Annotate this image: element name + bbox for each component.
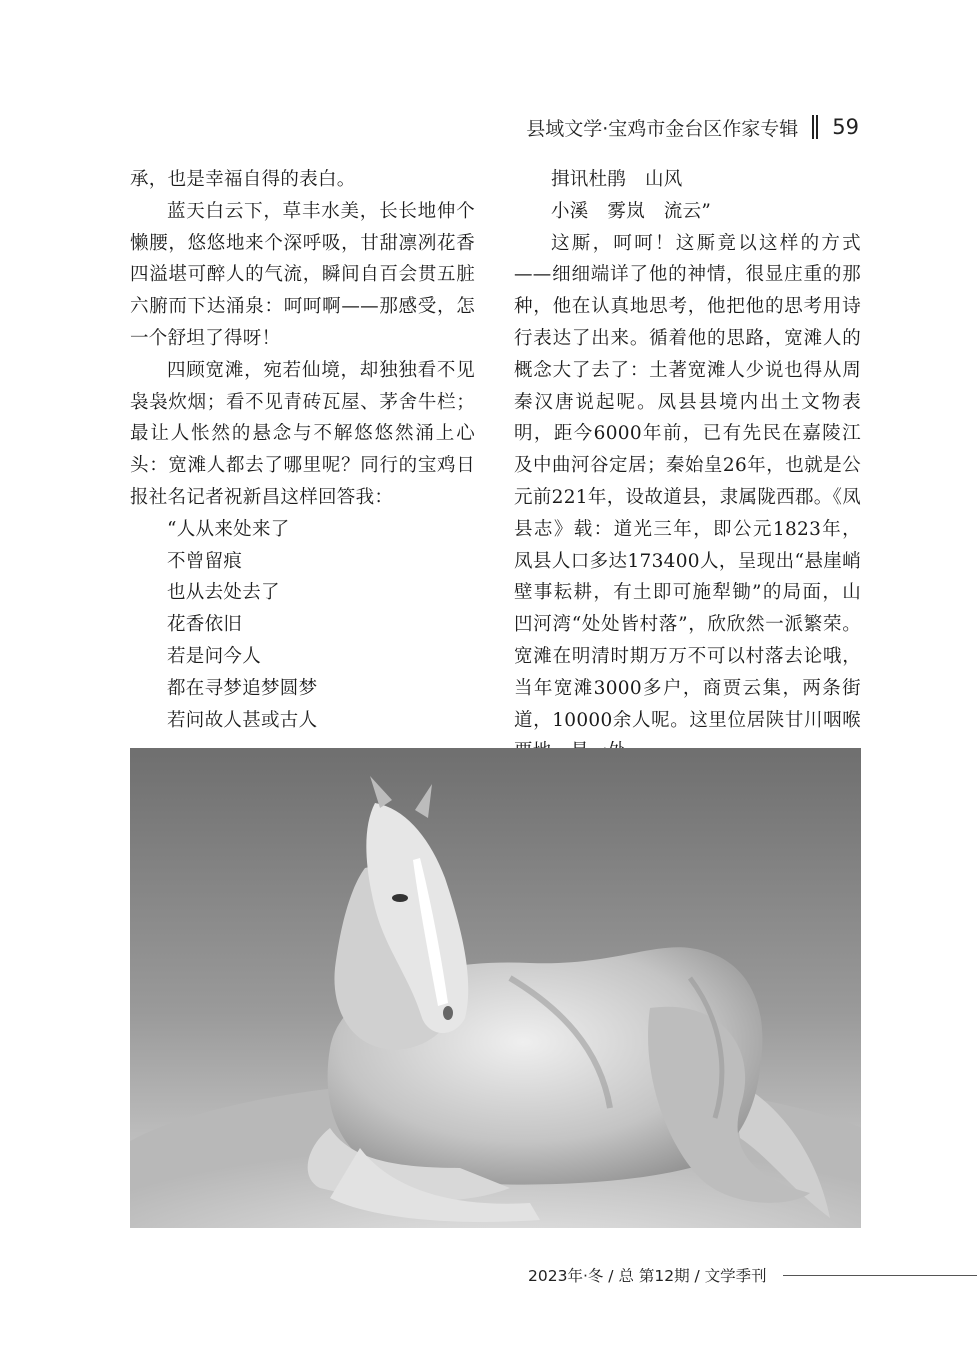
verse-line: “人从来处来了 — [167, 518, 290, 540]
verse-line: 揖讯杜鹃 山风 — [551, 169, 683, 190]
verse-line: 不曾留痕 — [167, 550, 243, 572]
footer-rule — [783, 1275, 977, 1276]
paragraph: 这厮，呵呵！这厮竟以这样的方式——细细端详了他的神情，很显庄重的那种，他在认真地思考，他把他的思考用诗行表达了出来。循着他的思路，宽滩人的概念大了去了：土著宽滩人少说也得从周秦汉唐说起呢。凤县县境内出土文物表明，距今6000年前，已有先民在嘉陵江及中曲河谷定居；秦始皇26年，也就是公元前221年，设故道县，隶属陇西郡。《凤县志》载：道光三年，即公元1823年，凤县人口多达173400人，呈现出“悬崖峭壁事耘耕，有土即可施犁锄”的局面，山凹河湾“处处皆村落”，欣欣然一派繁荣。宽滩在明清时期万万不可以村落去论哦，当年宽滩3000多户，商贾云集，两条街道，10000余人呢。这里位居陕甘川咽喉 — [514, 232, 861, 731]
paragraph: 四顾宽滩，宛若仙境，却独独看不见袅袅炊烟；看不见青砖瓦屋、茅舍牛栏；最让人怅然的悬念与不解悠悠然涌上心头：宽滩人都去了哪里呢？同行的宝鸡日报社名记者祝新昌这样回答我： — [130, 359, 475, 508]
horse-painting — [130, 748, 861, 1228]
verse-line: 也从去处去了 — [167, 582, 280, 604]
right-text-column — [514, 164, 861, 768]
verse-line: 若是问今人 — [167, 645, 262, 667]
verse-line: 花香依旧 — [167, 614, 243, 636]
header-title: 县域文学·宝鸡市金台区作家专辑 — [526, 117, 799, 140]
paragraph: 承，也是幸福自得的表白。 — [130, 169, 356, 190]
verse-line: 都在寻梦追梦圆梦 — [167, 677, 318, 699]
horse-painting-icon — [130, 748, 861, 1228]
page-footer — [528, 1263, 977, 1287]
page-number: 59 — [832, 115, 859, 139]
running-header — [526, 112, 859, 142]
issue-info: 2023年·冬 / 总 第12期 / 文学季刊 — [528, 1267, 767, 1285]
left-text-column — [130, 164, 475, 736]
paragraph: 蓝天白云下，草丰水美，长长地伸个懒腰，悠悠地来个深呼吸，甘甜凛冽花香四溢堪可醉人的气流，瞬间自百会贯五脏六腑而下达涌泉：呵呵啊——那感受，怎一个舒坦了得呀！ — [130, 200, 475, 349]
header-separator — [812, 115, 818, 139]
verse-line: 若问故人甚或古人 — [167, 709, 318, 731]
verse-line: 小溪 雾岚 流云” — [551, 200, 712, 222]
